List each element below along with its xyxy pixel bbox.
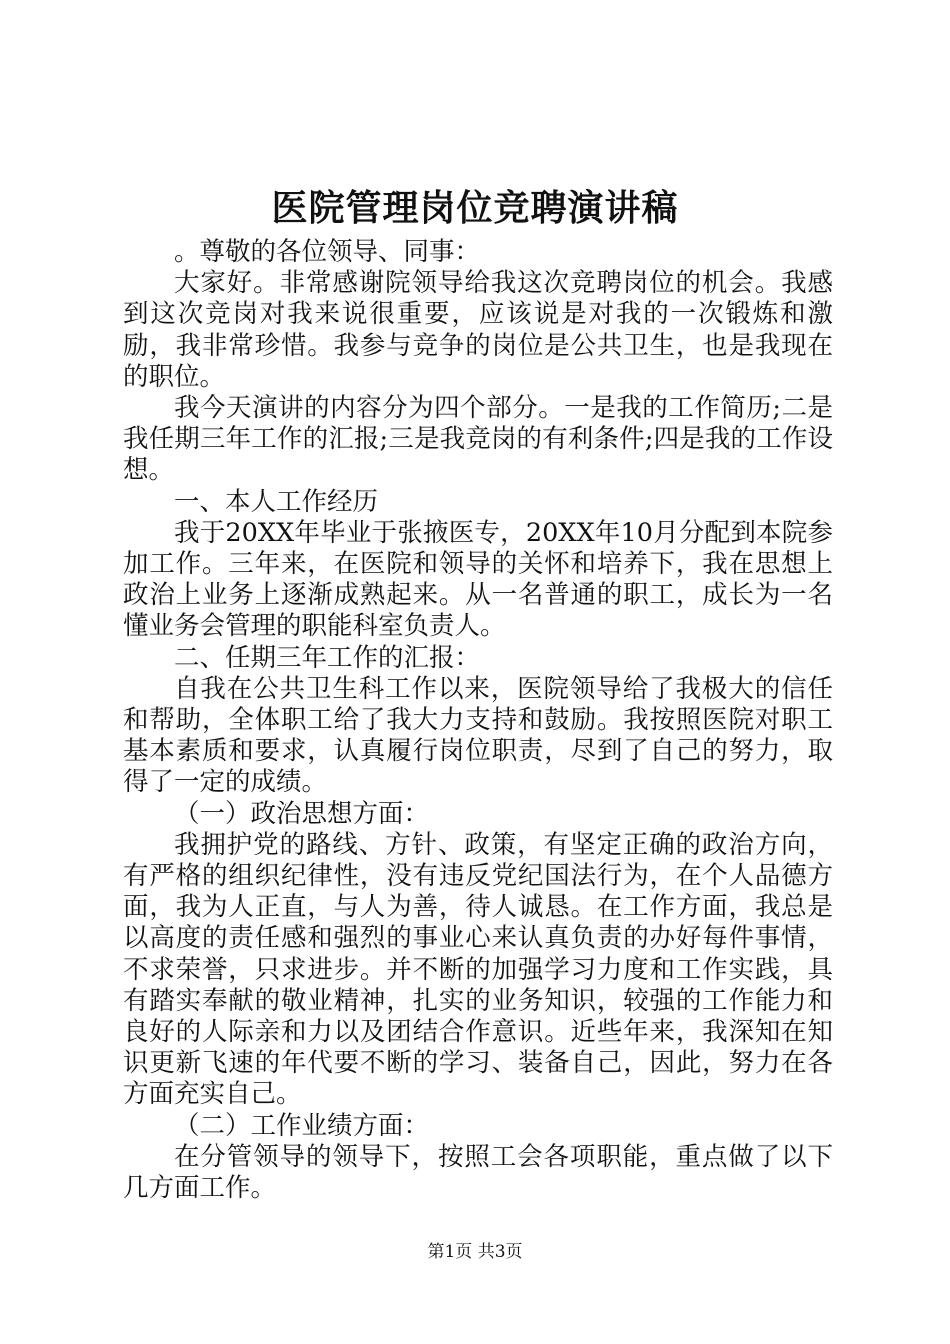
outline-paragraph: 我今天演讲的内容分为四个部分。一是我的工作简历;二是我任期三年工作的汇报;三是我竞岗的有利条件;四是我的工作设想。 bbox=[123, 393, 833, 486]
political-paragraph: 我拥护党的路线、方针、政策，有坚定正确的政治方向，有严格的组织纪律性，没有违反党纪国法行为，在个人品德方面，我为人正直，与人为善，待人诚恳。在工作方面，我总是以高度的责任感和强烈的事业心来认真负责的办好每件事情，不求荣誉，只求进步。并不断的加强学习力度和工作实践，具有踏实奉献的敬业精神，扎实的业务知识，较强的工作能力和良好的人际亲和力以及团结合作意识。近些年来，我深知在知识更新飞速的年代要不断的学习、装备自己，因此，努力在各方面充实自己。 bbox=[123, 829, 833, 1110]
subsection-heading-political: （一）政治思想方面： bbox=[174, 798, 430, 829]
term-report-paragraph: 自我在公共卫生科工作以来，医院领导给了我极大的信任和帮助，全体职工给了我大力支持和鼓励。我按照医院对职工基本素质和要求，认真履行岗位职责，尽到了自己的努力，取得了一定的成绩。 bbox=[123, 673, 833, 798]
document-body bbox=[123, 237, 833, 1204]
section-heading-term-report: 二、任期三年工作的汇报： bbox=[174, 642, 481, 673]
opening-paragraph: 大家好。非常感谢院领导给我这次竞聘岗位的机会。我感到这次竞岗对我来说很重要，应该说是对我的一次锻炼和激励，我非常珍惜。我参与竞争的岗位是公共卫生，也是我现在的职位。 bbox=[123, 268, 833, 392]
page-number-footer: 第1页 共3页 bbox=[427, 1242, 523, 1262]
document-title: 医院管理岗位竞聘演讲稿 bbox=[271, 187, 679, 229]
greeting-paragraph: 。尊敬的各位领导、同事： bbox=[174, 237, 481, 267]
section-heading-work-history: 一、本人工作经历 bbox=[174, 486, 379, 517]
performance-paragraph: 在分管领导的领导下，按照工会各项职能，重点做了以下几方面工作。 bbox=[123, 1141, 833, 1204]
work-history-paragraph: 我于20XX年毕业于张掖医专，20XX年10月分配到本院参加工作。三年来，在医院和领导的关怀和培养下，我在思想上政治上业务上逐渐成熟起来。从一名普通的职工，成长为一名懂业务会管理的职能科室负责人。 bbox=[123, 517, 833, 642]
subsection-heading-performance: （二）工作业绩方面： bbox=[174, 1110, 430, 1141]
